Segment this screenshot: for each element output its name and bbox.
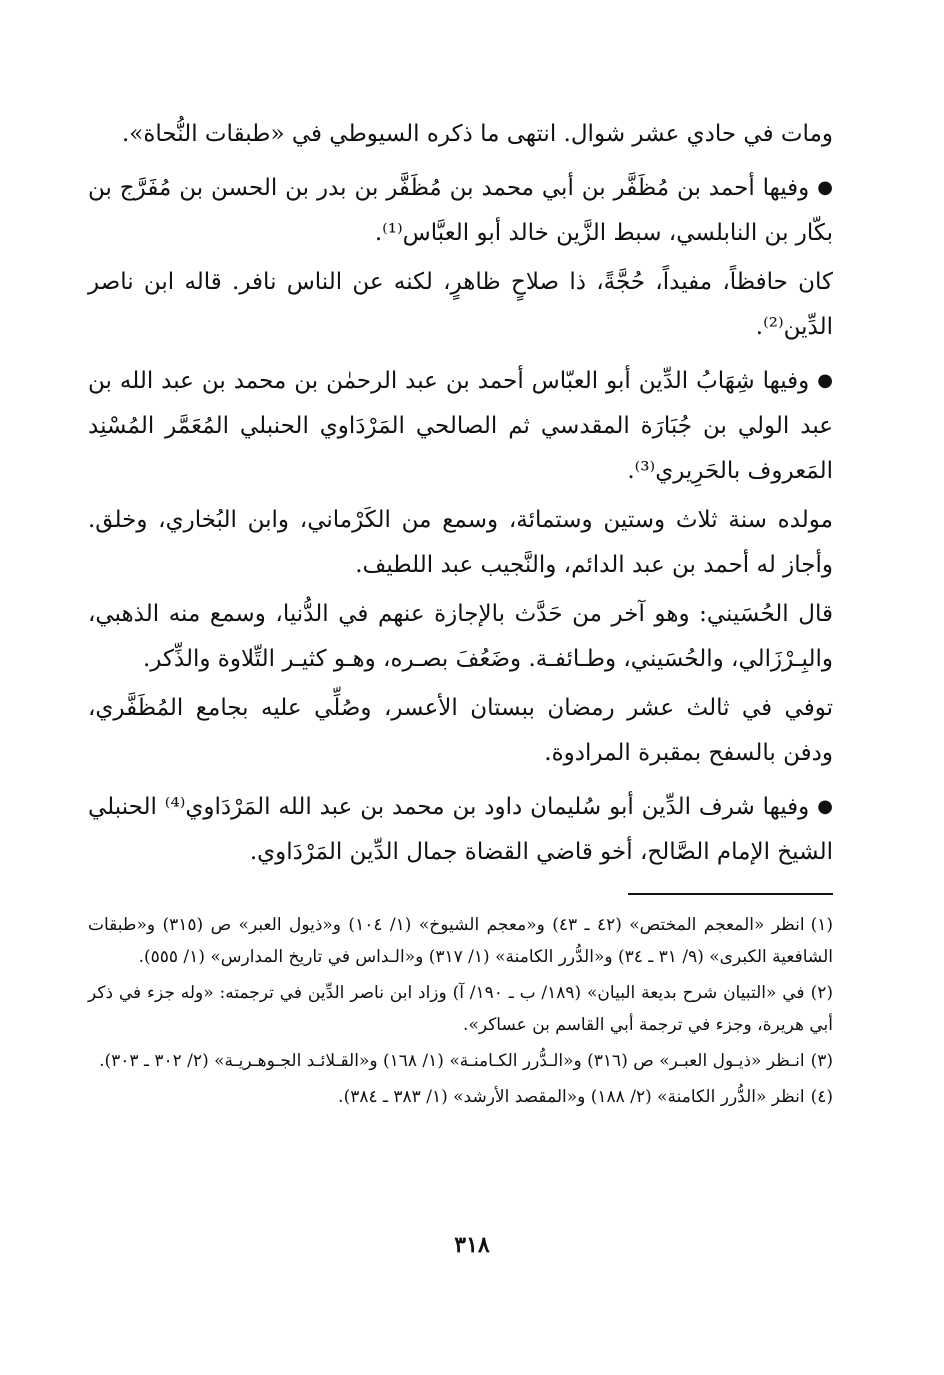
paragraph-2 <box>88 165 833 256</box>
footnote-4 <box>88 1081 833 1113</box>
paragraph-text: توفي في ثالث عشر رمضان ببستان الأعسر، وصُلِّي عليه بجامع المُظَفَّري، ودفن بالسفح بمقبرة المرادوة. <box>88 695 833 766</box>
footnote-number: (٢) <box>810 983 833 1003</box>
paragraph-3 <box>88 260 833 350</box>
paragraph-7 <box>88 686 833 776</box>
document-page <box>88 112 833 1117</box>
footnote-text: انظر «المعجم المختص» (٤٢ ـ ٤٣) و«معجم الشيوخ» (١/ ١٠٤) و«ذيول العبر» ص (٣١٥) و«طبقات الشافعية الكبرى» (٩/ ٣١ ـ ٣٤) و«الدُّرر الكامنة» (١/ ٣١٧) و«الـداس في تاريخ المدارس» (١/ ٥٥٥). <box>88 915 833 967</box>
paragraph-text: مولده سنة ثلاث وستين وستمائة، وسمع من الكَرْماني، وابن البُخاري، وخلق. وأجاز له أحمد بن عبد الدائم، والنَّجيب عبد اللطيف. <box>88 507 833 578</box>
paragraph-1 <box>88 112 833 157</box>
paragraph-text: وفيها أحمد بن مُظَفَّر بن أبي محمد بن مُظَفَّر بن بدر بن الحسن بن مُفَرَّج بن بكّار بن النابلسي، سبط الزَّين خالد أبو العبَّاس⁽¹⁾. <box>88 175 833 246</box>
paragraph-6 <box>88 592 833 682</box>
paragraph-text: قال الحُسَيني: وهو آخر من حَدَّث بالإجازة عنهم في الدُّنيا، وسمع منه الذهبي، والبِـرْزَالي، والحُسَيني، وطـائفـة. وضَعُفَ بصـره، وهـو كثيـر التِّلاوة والذِّكر. <box>88 601 833 672</box>
footnote-1 <box>88 909 833 973</box>
paragraph-text: وفيها شرف الدِّين أبو سُليمان داود بن محمد بن عبد الله المَرْدَاوي⁽⁴⁾ الحنبلي الشيخ الإمام الصَّالح، أخو قاضي القضاة جمال الدِّين المَرْدَاوي. <box>88 794 833 865</box>
footnote-number: (٣) <box>810 1051 833 1071</box>
footnote-text: في «التبيان شرح بديعة البيان» (١٨٩/ ب ـ ١٩٠/ آ) وزاد ابن ناصر الدِّين في ترجمته: «وله جزء في ذكر أبي هريرة، وجزء في ترجمة أبي القاسم بن عساكر». <box>88 983 833 1035</box>
paragraph-text: كان حافظاً، مفيداً، حُجَّةً، ذا صلاحٍ ظاهرٍ، لكنه عن الناس نافر. قاله ابن ناصر الدِّين⁽²⁾. <box>88 269 833 340</box>
paragraph-8 <box>88 784 833 875</box>
paragraph-5 <box>88 498 833 588</box>
footnote-text: انظر «الدُّرر الكامنة» (٢/ ١٨٨) و«المقصد الأرشد» (١/ ٣٨٣ ـ ٣٨٤). <box>338 1087 805 1107</box>
paragraph-4 <box>88 358 833 494</box>
paragraph-text: ومات في حادي عشر شوال. انتهى ما ذكره السيوطي في «طبقات النُّحاة». <box>121 121 833 147</box>
bullet-icon: ● <box>817 177 833 198</box>
footnote-number: (١) <box>810 915 834 935</box>
footnote-text: انـظر «ذيـول العبـر» ص (٣١٦) و«الـدُّرر الكـامنـة» (١/ ١٦٨) و«القـلائـد الجـوهـريـة» (٢/ ٣٠٢ ـ ٣٠٣). <box>99 1051 805 1071</box>
paragraph-text: وفيها شِهَابُ الدِّين أبو العبّاس أحمد بن عبد الرحمٰن بن محمد بن عبد الله بن عبد الولي بن جُبَارَة المقدسي ثم الصالحي المَرْدَاوي الحنبلي المُعَمَّر المُسْنِد المَعروف بالحَرِيري⁽³⁾. <box>88 368 833 484</box>
page-number: ٣١٨ <box>454 1232 490 1258</box>
footnote-separator <box>628 893 833 895</box>
footnote-number: (٤) <box>810 1087 833 1107</box>
bullet-icon: ● <box>817 370 833 391</box>
bullet-icon: ● <box>817 796 833 817</box>
footnote-3 <box>88 1045 833 1077</box>
footnote-2 <box>88 977 833 1041</box>
